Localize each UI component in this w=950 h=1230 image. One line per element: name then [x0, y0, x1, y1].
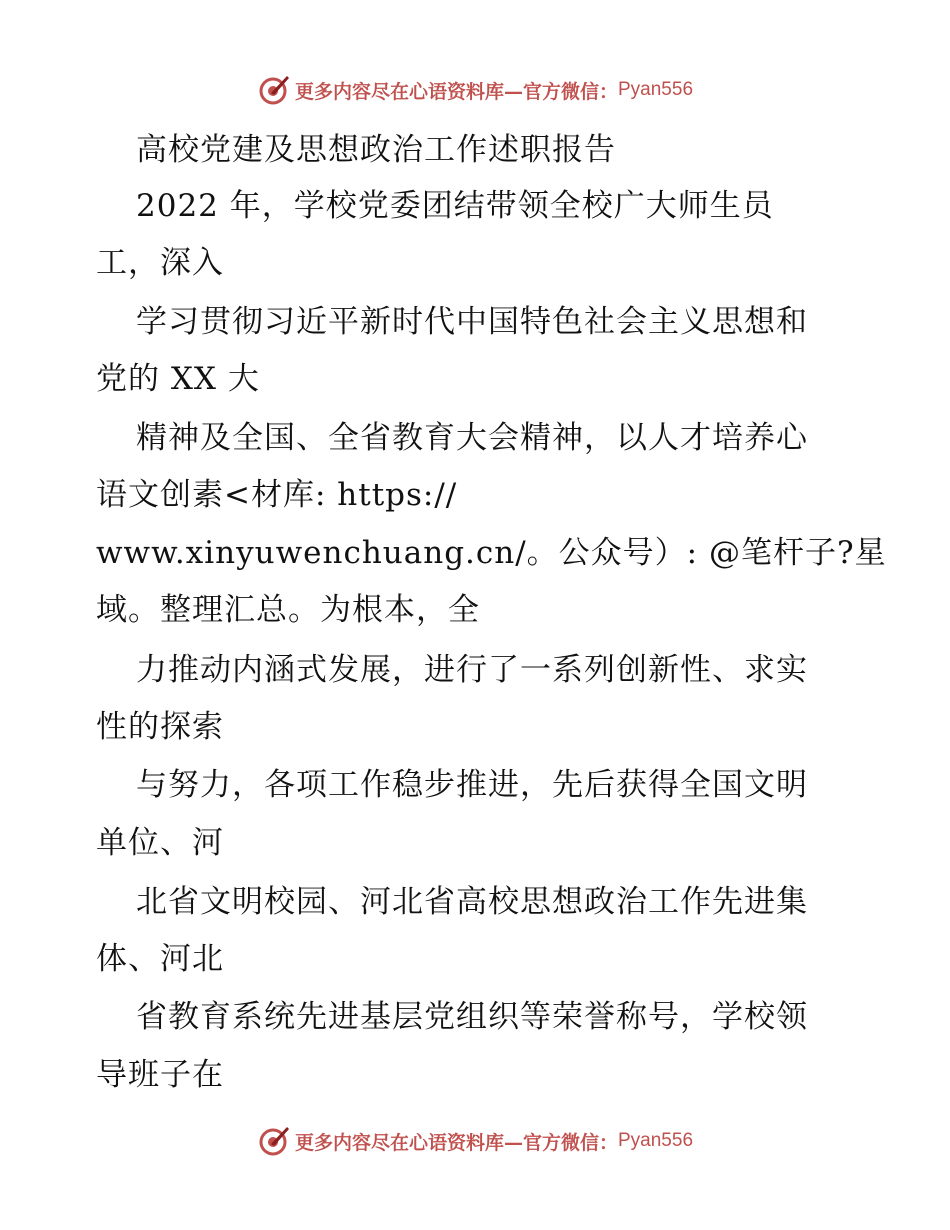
document-line: 学习贯彻习近平新时代中国特色社会主义思想和 [136, 304, 808, 340]
document-line: 省教育系统先进基层党组织等荣誉称号，学校领 [136, 999, 808, 1035]
document-line: 域。整理汇总。为根本，全 [96, 592, 480, 628]
footer-banner-wechat-id: Pyan556 [618, 1130, 694, 1151]
document-line: 党的 XX 大 [96, 361, 260, 397]
document-line: www.xinyuwenchuang.cn/。公众号）: @笔杆子?星 [96, 535, 887, 571]
document-line: 体、河北 [96, 941, 224, 977]
document-line: 语文创素<材库: https:// [96, 477, 458, 513]
document-line: 北省文明校园、河北省高校思想政治工作先进集 [136, 884, 808, 920]
quill-logo-icon [257, 73, 291, 107]
document-line: 力推动内涵式发展，进行了一系列创新性、求实 [136, 652, 808, 688]
header-banner-wechat-id: Pyan556 [618, 79, 694, 100]
document-line: 与努力，各项工作稳步推进，先后获得全国文明 [136, 767, 808, 803]
document-line: 单位、河 [96, 825, 224, 861]
document-title: 高校党建及思想政治工作述职报告 [136, 132, 616, 168]
document-line: 工，深入 [96, 245, 224, 281]
header-banner [0, 70, 950, 110]
footer-banner [0, 1121, 950, 1161]
document-line: 性的探索 [96, 709, 224, 745]
quill-logo-icon [257, 1124, 291, 1158]
document-line: 2022 年，学校党委团结带领全校广大师生员 [136, 188, 774, 224]
header-banner-text: 更多内容尽在心语资料库—官方微信： [294, 80, 618, 103]
footer-banner-text: 更多内容尽在心语资料库—官方微信： [294, 1131, 618, 1154]
document-line: 导班子在 [96, 1057, 224, 1093]
document-line: 精神及全国、全省教育大会精神，以人才培养心 [136, 420, 808, 456]
